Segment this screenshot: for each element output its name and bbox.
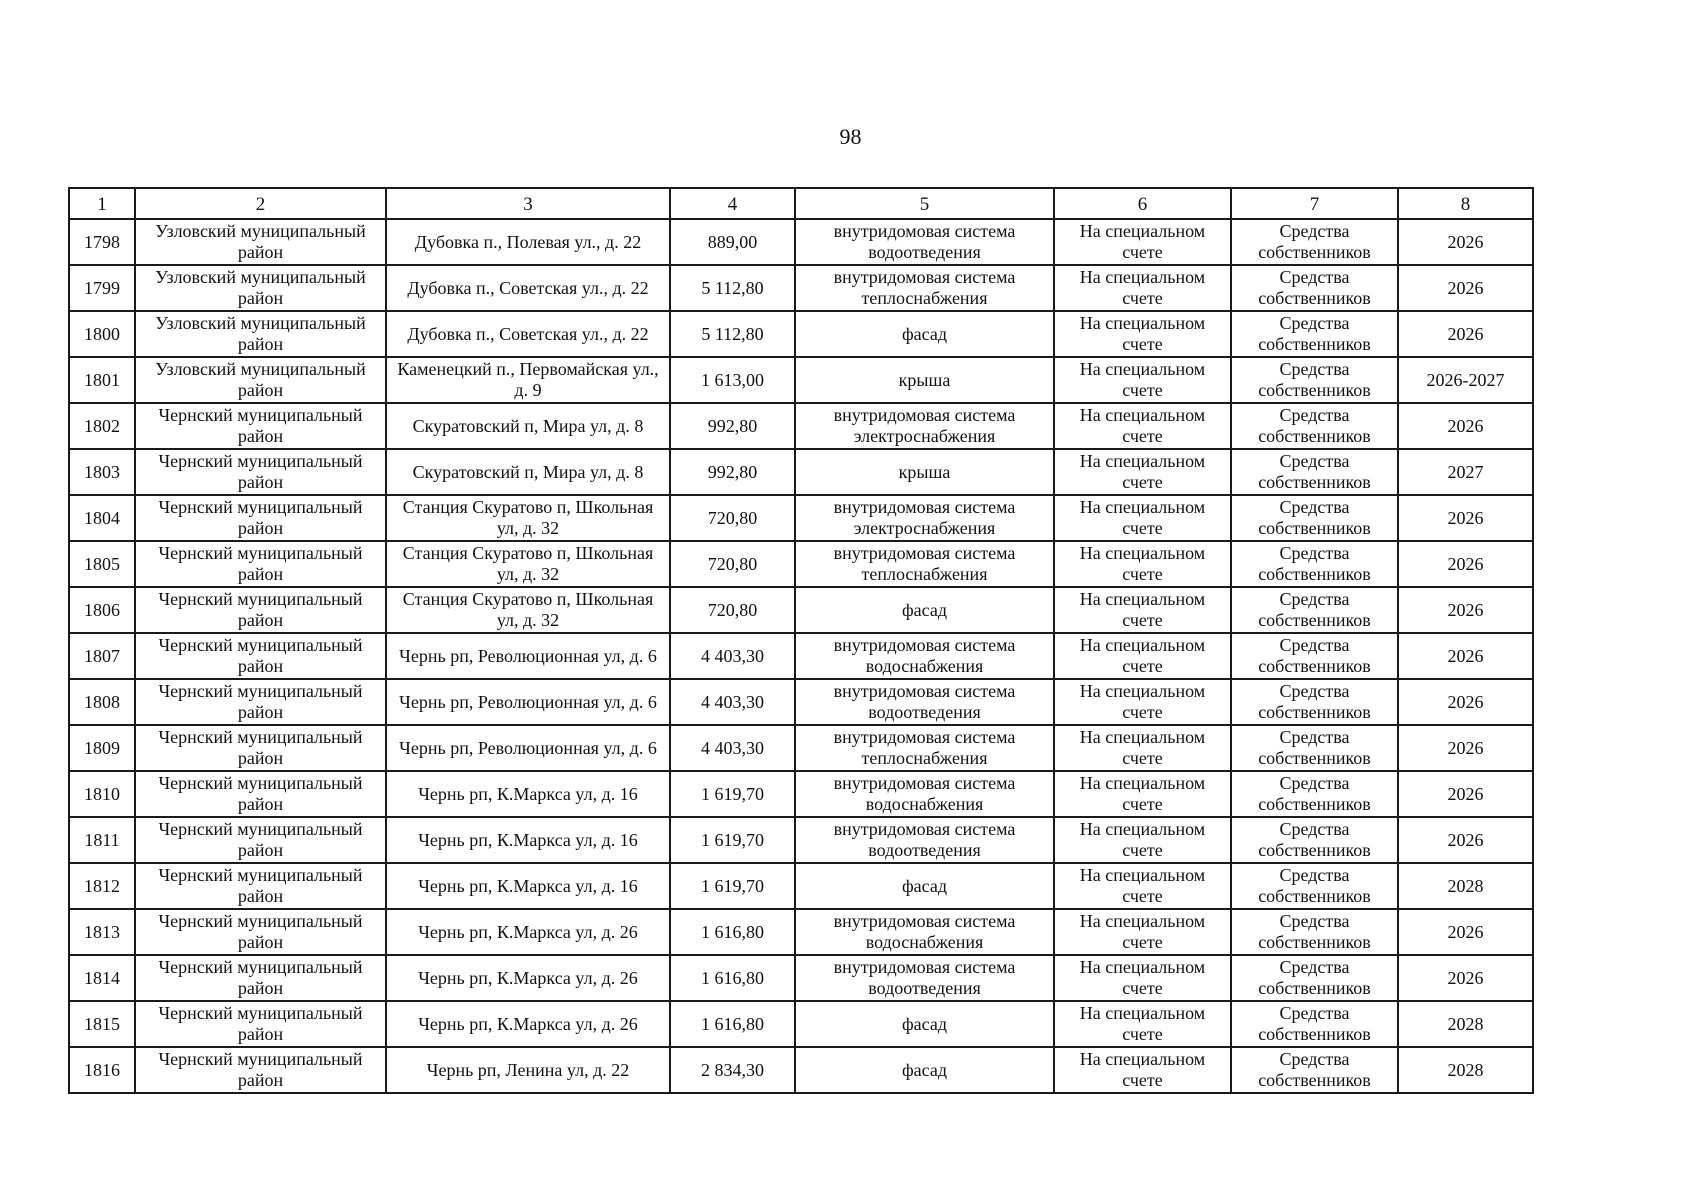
account-cell: На специальном счете <box>1054 265 1231 311</box>
row-number: 1812 <box>69 863 135 909</box>
work-type-cell: фасад <box>795 1001 1054 1047</box>
registry-table <box>68 187 1534 1094</box>
district-cell: Чернский муниципальный район <box>135 403 386 449</box>
table-row <box>69 357 1533 403</box>
area-cell: 1 616,80 <box>670 955 795 1001</box>
address-cell: Скуратовский п, Мира ул, д. 8 <box>386 449 670 495</box>
period-cell: 2026 <box>1398 679 1533 725</box>
funding-cell: Средства собственников <box>1231 909 1398 955</box>
district-cell: Чернский муниципальный район <box>135 863 386 909</box>
period-cell: 2026 <box>1398 771 1533 817</box>
area-cell: 720,80 <box>670 541 795 587</box>
funding-cell: Средства собственников <box>1231 633 1398 679</box>
district-cell: Чернский муниципальный район <box>135 449 386 495</box>
work-type-cell: внутридомовая система водоснабжения <box>795 771 1054 817</box>
row-number: 1803 <box>69 449 135 495</box>
area-cell: 5 112,80 <box>670 265 795 311</box>
area-cell: 1 619,70 <box>670 863 795 909</box>
work-type-cell: внутридомовая система теплоснабжения <box>795 725 1054 771</box>
address-cell: Чернь рп, К.Маркса ул, д. 16 <box>386 863 670 909</box>
column-header: 6 <box>1054 188 1231 219</box>
area-cell: 1 616,80 <box>670 1001 795 1047</box>
funding-cell: Средства собственников <box>1231 817 1398 863</box>
period-cell: 2028 <box>1398 1001 1533 1047</box>
area-cell: 5 112,80 <box>670 311 795 357</box>
table-row <box>69 817 1533 863</box>
column-header: 5 <box>795 188 1054 219</box>
account-cell: На специальном счете <box>1054 679 1231 725</box>
row-number: 1808 <box>69 679 135 725</box>
period-cell: 2026 <box>1398 587 1533 633</box>
work-type-cell: фасад <box>795 863 1054 909</box>
account-cell: На специальном счете <box>1054 357 1231 403</box>
funding-cell: Средства собственников <box>1231 955 1398 1001</box>
address-cell: Чернь рп, Революционная ул, д. 6 <box>386 633 670 679</box>
work-type-cell: внутридомовая система водоотведения <box>795 955 1054 1001</box>
column-header: 7 <box>1231 188 1398 219</box>
address-cell: Чернь рп, Революционная ул, д. 6 <box>386 679 670 725</box>
period-cell: 2026 <box>1398 633 1533 679</box>
account-cell: На специальном счете <box>1054 863 1231 909</box>
area-cell: 889,00 <box>670 219 795 265</box>
work-type-cell: фасад <box>795 311 1054 357</box>
period-cell: 2026 <box>1398 495 1533 541</box>
funding-cell: Средства собственников <box>1231 403 1398 449</box>
row-number: 1799 <box>69 265 135 311</box>
funding-cell: Средства собственников <box>1231 541 1398 587</box>
district-cell: Чернский муниципальный район <box>135 771 386 817</box>
district-cell: Чернский муниципальный район <box>135 955 386 1001</box>
work-type-cell: внутридомовая система водоснабжения <box>795 633 1054 679</box>
row-number: 1802 <box>69 403 135 449</box>
column-header: 8 <box>1398 188 1533 219</box>
address-cell: Дубовка п., Советская ул., д. 22 <box>386 265 670 311</box>
address-cell: Станция Скуратово п, Школьная ул, д. 32 <box>386 541 670 587</box>
address-cell: Дубовка п., Полевая ул., д. 22 <box>386 219 670 265</box>
account-cell: На специальном счете <box>1054 725 1231 771</box>
table-row <box>69 909 1533 955</box>
row-number: 1814 <box>69 955 135 1001</box>
table-row <box>69 495 1533 541</box>
work-type-cell: внутридомовая система теплоснабжения <box>795 265 1054 311</box>
account-cell: На специальном счете <box>1054 449 1231 495</box>
header-row <box>69 188 1533 219</box>
table-row <box>69 311 1533 357</box>
page-number: 98 <box>839 124 862 149</box>
address-cell: Чернь рп, К.Маркса ул, д. 26 <box>386 1001 670 1047</box>
table-row <box>69 725 1533 771</box>
district-cell: Чернский муниципальный район <box>135 909 386 955</box>
account-cell: На специальном счете <box>1054 771 1231 817</box>
account-cell: На специальном счете <box>1054 495 1231 541</box>
address-cell: Скуратовский п, Мира ул, д. 8 <box>386 403 670 449</box>
table-row <box>69 219 1533 265</box>
district-cell: Чернский муниципальный район <box>135 495 386 541</box>
column-header: 2 <box>135 188 386 219</box>
table-row <box>69 1047 1533 1093</box>
funding-cell: Средства собственников <box>1231 679 1398 725</box>
account-cell: На специальном счете <box>1054 403 1231 449</box>
period-cell: 2028 <box>1398 1047 1533 1093</box>
area-cell: 2 834,30 <box>670 1047 795 1093</box>
row-number: 1804 <box>69 495 135 541</box>
column-header: 1 <box>69 188 135 219</box>
table-row <box>69 449 1533 495</box>
funding-cell: Средства собственников <box>1231 863 1398 909</box>
account-cell: На специальном счете <box>1054 1001 1231 1047</box>
table-row <box>69 587 1533 633</box>
row-number: 1813 <box>69 909 135 955</box>
area-cell: 1 619,70 <box>670 817 795 863</box>
account-cell: На специальном счете <box>1054 1047 1231 1093</box>
funding-cell: Средства собственников <box>1231 587 1398 633</box>
account-cell: На специальном счете <box>1054 633 1231 679</box>
work-type-cell: внутридомовая система электроснабжения <box>795 403 1054 449</box>
row-number: 1798 <box>69 219 135 265</box>
period-cell: 2026 <box>1398 725 1533 771</box>
table-row <box>69 863 1533 909</box>
work-type-cell: крыша <box>795 449 1054 495</box>
period-cell: 2026 <box>1398 403 1533 449</box>
work-type-cell: крыша <box>795 357 1054 403</box>
account-cell: На специальном счете <box>1054 219 1231 265</box>
district-cell: Чернский муниципальный район <box>135 541 386 587</box>
row-number: 1805 <box>69 541 135 587</box>
address-cell: Чернь рп, К.Маркса ул, д. 16 <box>386 771 670 817</box>
period-cell: 2026 <box>1398 817 1533 863</box>
column-header: 3 <box>386 188 670 219</box>
table-row <box>69 679 1533 725</box>
period-cell: 2026 <box>1398 219 1533 265</box>
period-cell: 2028 <box>1398 863 1533 909</box>
address-cell: Чернь рп, К.Маркса ул, д. 26 <box>386 909 670 955</box>
account-cell: На специальном счете <box>1054 955 1231 1001</box>
account-cell: На специальном счете <box>1054 541 1231 587</box>
funding-cell: Средства собственников <box>1231 265 1398 311</box>
area-cell: 720,80 <box>670 587 795 633</box>
address-cell: Чернь рп, Ленина ул, д. 22 <box>386 1047 670 1093</box>
table-row <box>69 541 1533 587</box>
row-number: 1809 <box>69 725 135 771</box>
account-cell: На специальном счете <box>1054 587 1231 633</box>
row-number: 1815 <box>69 1001 135 1047</box>
funding-cell: Средства собственников <box>1231 449 1398 495</box>
district-cell: Узловский муниципальный район <box>135 265 386 311</box>
table-row <box>69 633 1533 679</box>
period-cell: 2026 <box>1398 541 1533 587</box>
work-type-cell: фасад <box>795 1047 1054 1093</box>
table-row <box>69 771 1533 817</box>
district-cell: Чернский муниципальный район <box>135 1047 386 1093</box>
account-cell: На специальном счете <box>1054 311 1231 357</box>
district-cell: Чернский муниципальный район <box>135 1001 386 1047</box>
work-type-cell: внутридомовая система электроснабжения <box>795 495 1054 541</box>
row-number: 1816 <box>69 1047 135 1093</box>
work-type-cell: внутридомовая система теплоснабжения <box>795 541 1054 587</box>
address-cell: Чернь рп, Революционная ул, д. 6 <box>386 725 670 771</box>
table-row <box>69 1001 1533 1047</box>
funding-cell: Средства собственников <box>1231 219 1398 265</box>
work-type-cell: внутридомовая система водоотведения <box>795 219 1054 265</box>
funding-cell: Средства собственников <box>1231 725 1398 771</box>
period-cell: 2026 <box>1398 265 1533 311</box>
area-cell: 992,80 <box>670 403 795 449</box>
district-cell: Чернский муниципальный район <box>135 679 386 725</box>
table-row <box>69 265 1533 311</box>
area-cell: 992,80 <box>670 449 795 495</box>
funding-cell: Средства собственников <box>1231 771 1398 817</box>
district-cell: Узловский муниципальный район <box>135 219 386 265</box>
address-cell: Станция Скуратово п, Школьная ул, д. 32 <box>386 587 670 633</box>
address-cell: Каменецкий п., Первомайская ул., д. 9 <box>386 357 670 403</box>
table-row <box>69 955 1533 1001</box>
district-cell: Узловский муниципальный район <box>135 311 386 357</box>
account-cell: На специальном счете <box>1054 817 1231 863</box>
account-cell: На специальном счете <box>1054 909 1231 955</box>
area-cell: 1 616,80 <box>670 909 795 955</box>
period-cell: 2026 <box>1398 909 1533 955</box>
district-cell: Чернский муниципальный район <box>135 587 386 633</box>
address-cell: Чернь рп, К.Маркса ул, д. 16 <box>386 817 670 863</box>
funding-cell: Средства собственников <box>1231 495 1398 541</box>
period-cell: 2027 <box>1398 449 1533 495</box>
row-number: 1810 <box>69 771 135 817</box>
district-cell: Чернский муниципальный район <box>135 633 386 679</box>
table-row <box>69 403 1533 449</box>
work-type-cell: внутридомовая система водоснабжения <box>795 909 1054 955</box>
row-number: 1800 <box>69 311 135 357</box>
area-cell: 720,80 <box>670 495 795 541</box>
period-cell: 2026-2027 <box>1398 357 1533 403</box>
row-number: 1801 <box>69 357 135 403</box>
district-cell: Чернский муниципальный район <box>135 817 386 863</box>
funding-cell: Средства собственников <box>1231 311 1398 357</box>
row-number: 1806 <box>69 587 135 633</box>
table-body <box>69 188 1533 1093</box>
funding-cell: Средства собственников <box>1231 1047 1398 1093</box>
district-cell: Чернский муниципальный район <box>135 725 386 771</box>
column-header: 4 <box>670 188 795 219</box>
row-number: 1811 <box>69 817 135 863</box>
funding-cell: Средства собственников <box>1231 1001 1398 1047</box>
address-cell: Чернь рп, К.Маркса ул, д. 26 <box>386 955 670 1001</box>
row-number: 1807 <box>69 633 135 679</box>
area-cell: 4 403,30 <box>670 725 795 771</box>
district-cell: Узловский муниципальный район <box>135 357 386 403</box>
work-type-cell: внутридомовая система водоотведения <box>795 817 1054 863</box>
area-cell: 4 403,30 <box>670 633 795 679</box>
work-type-cell: фасад <box>795 587 1054 633</box>
area-cell: 1 613,00 <box>670 357 795 403</box>
address-cell: Дубовка п., Советская ул., д. 22 <box>386 311 670 357</box>
period-cell: 2026 <box>1398 955 1533 1001</box>
area-cell: 1 619,70 <box>670 771 795 817</box>
address-cell: Станция Скуратово п, Школьная ул, д. 32 <box>386 495 670 541</box>
period-cell: 2026 <box>1398 311 1533 357</box>
area-cell: 4 403,30 <box>670 679 795 725</box>
work-type-cell: внутридомовая система водоотведения <box>795 679 1054 725</box>
funding-cell: Средства собственников <box>1231 357 1398 403</box>
